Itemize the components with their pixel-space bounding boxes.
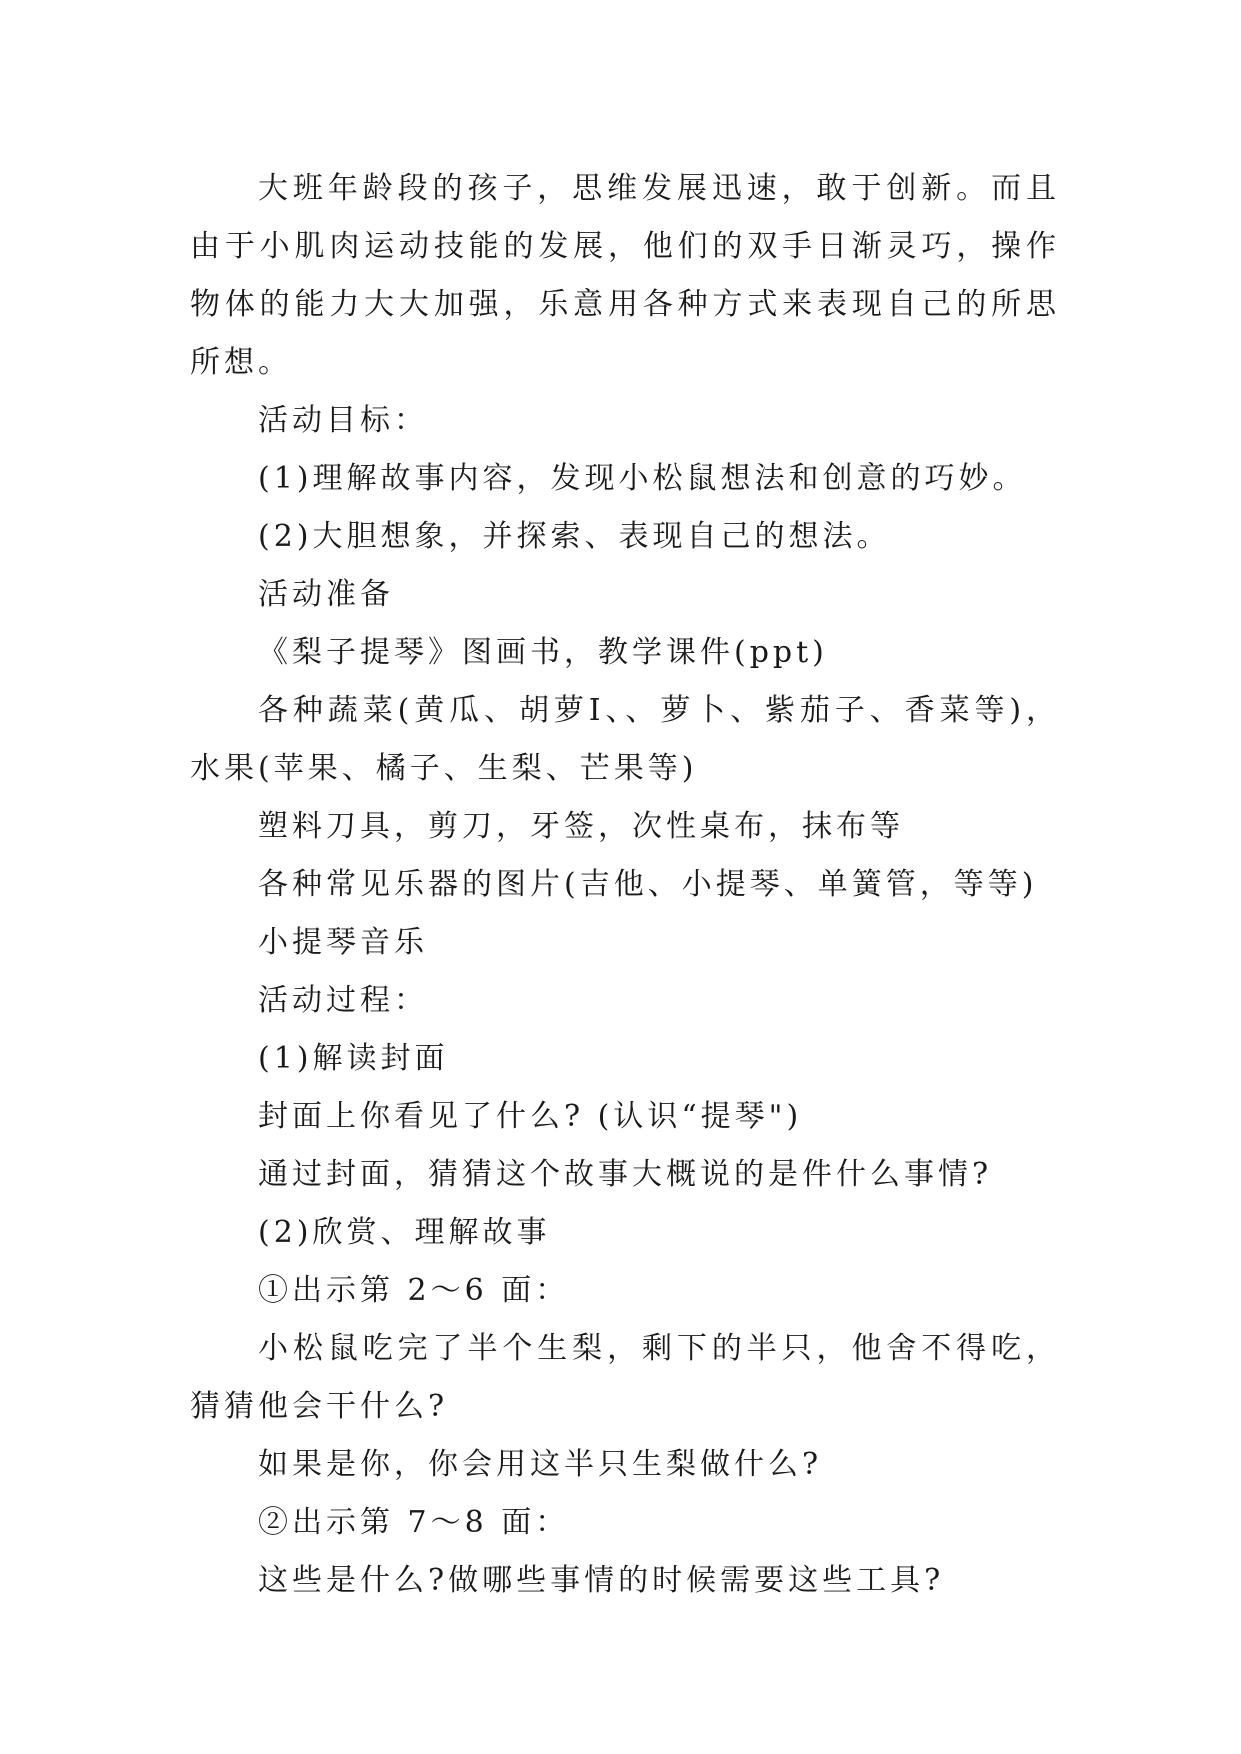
process-question-2: 通过封面，猜猜这个故事大概说的是件什么事情? [258, 1157, 993, 1192]
preparation-item-book: 《梨子提琴》图画书，教学课件(ppt) [258, 635, 828, 670]
process-question-1: 封面上你看见了什么? (认识“提琴") [258, 1099, 803, 1134]
heading-activity-preparation: 活动准备 [258, 577, 394, 612]
process-substep-2: ②出示第 7～8 面： [258, 1505, 570, 1540]
process-step-2: (2)欣赏、理解故事 [258, 1215, 551, 1250]
preparation-item-tools: 塑料刀具，剪刀，牙签，次性桌布，抹布等 [258, 809, 904, 844]
process-question-4: 如果是你，你会用这半只生梨做什么? [258, 1447, 823, 1482]
paragraph-intro: 大班年龄段的孩子，思维发展迅速，敢于创新。而且由于小肌肉运动技能的发展，他们的双手日渐灵巧，操作物体的能力大大加强，乐意用各种方式来表现自己的所思所想。 [190, 171, 1060, 380]
heading-activity-process: 活动过程： [258, 983, 428, 1018]
heading-activity-goals: 活动目标： [258, 403, 428, 438]
preparation-item-instruments: 各种常见乐器的图片(吉他、小提琴、单簧管，等等) [258, 867, 1038, 902]
preparation-item-vegetables: 各种蔬菜(黄瓜、胡萝I、、萝卜、紫茄子、香菜等)，水果(苹果、橘子、生梨、芒果等) [190, 693, 1060, 786]
process-step-1: (1)解读封面 [258, 1041, 449, 1076]
process-question-3: 小松鼠吃完了半个生梨，剩下的半只，他舍不得吃，猜猜他会干什么? [190, 1331, 1060, 1424]
preparation-item-music: 小提琴音乐 [258, 925, 428, 960]
goal-item-2: (2)大胆想象，并探索、表现自己的想法。 [258, 519, 891, 554]
process-substep-1: ①出示第 2～6 面： [258, 1273, 570, 1308]
process-question-5: 这些是什么?做哪些事情的时候需要这些工具? [258, 1563, 945, 1598]
document-body [190, 160, 1060, 1610]
goal-item-1: (1)理解故事内容，发现小松鼠想法和创意的巧妙。 [258, 461, 1027, 496]
